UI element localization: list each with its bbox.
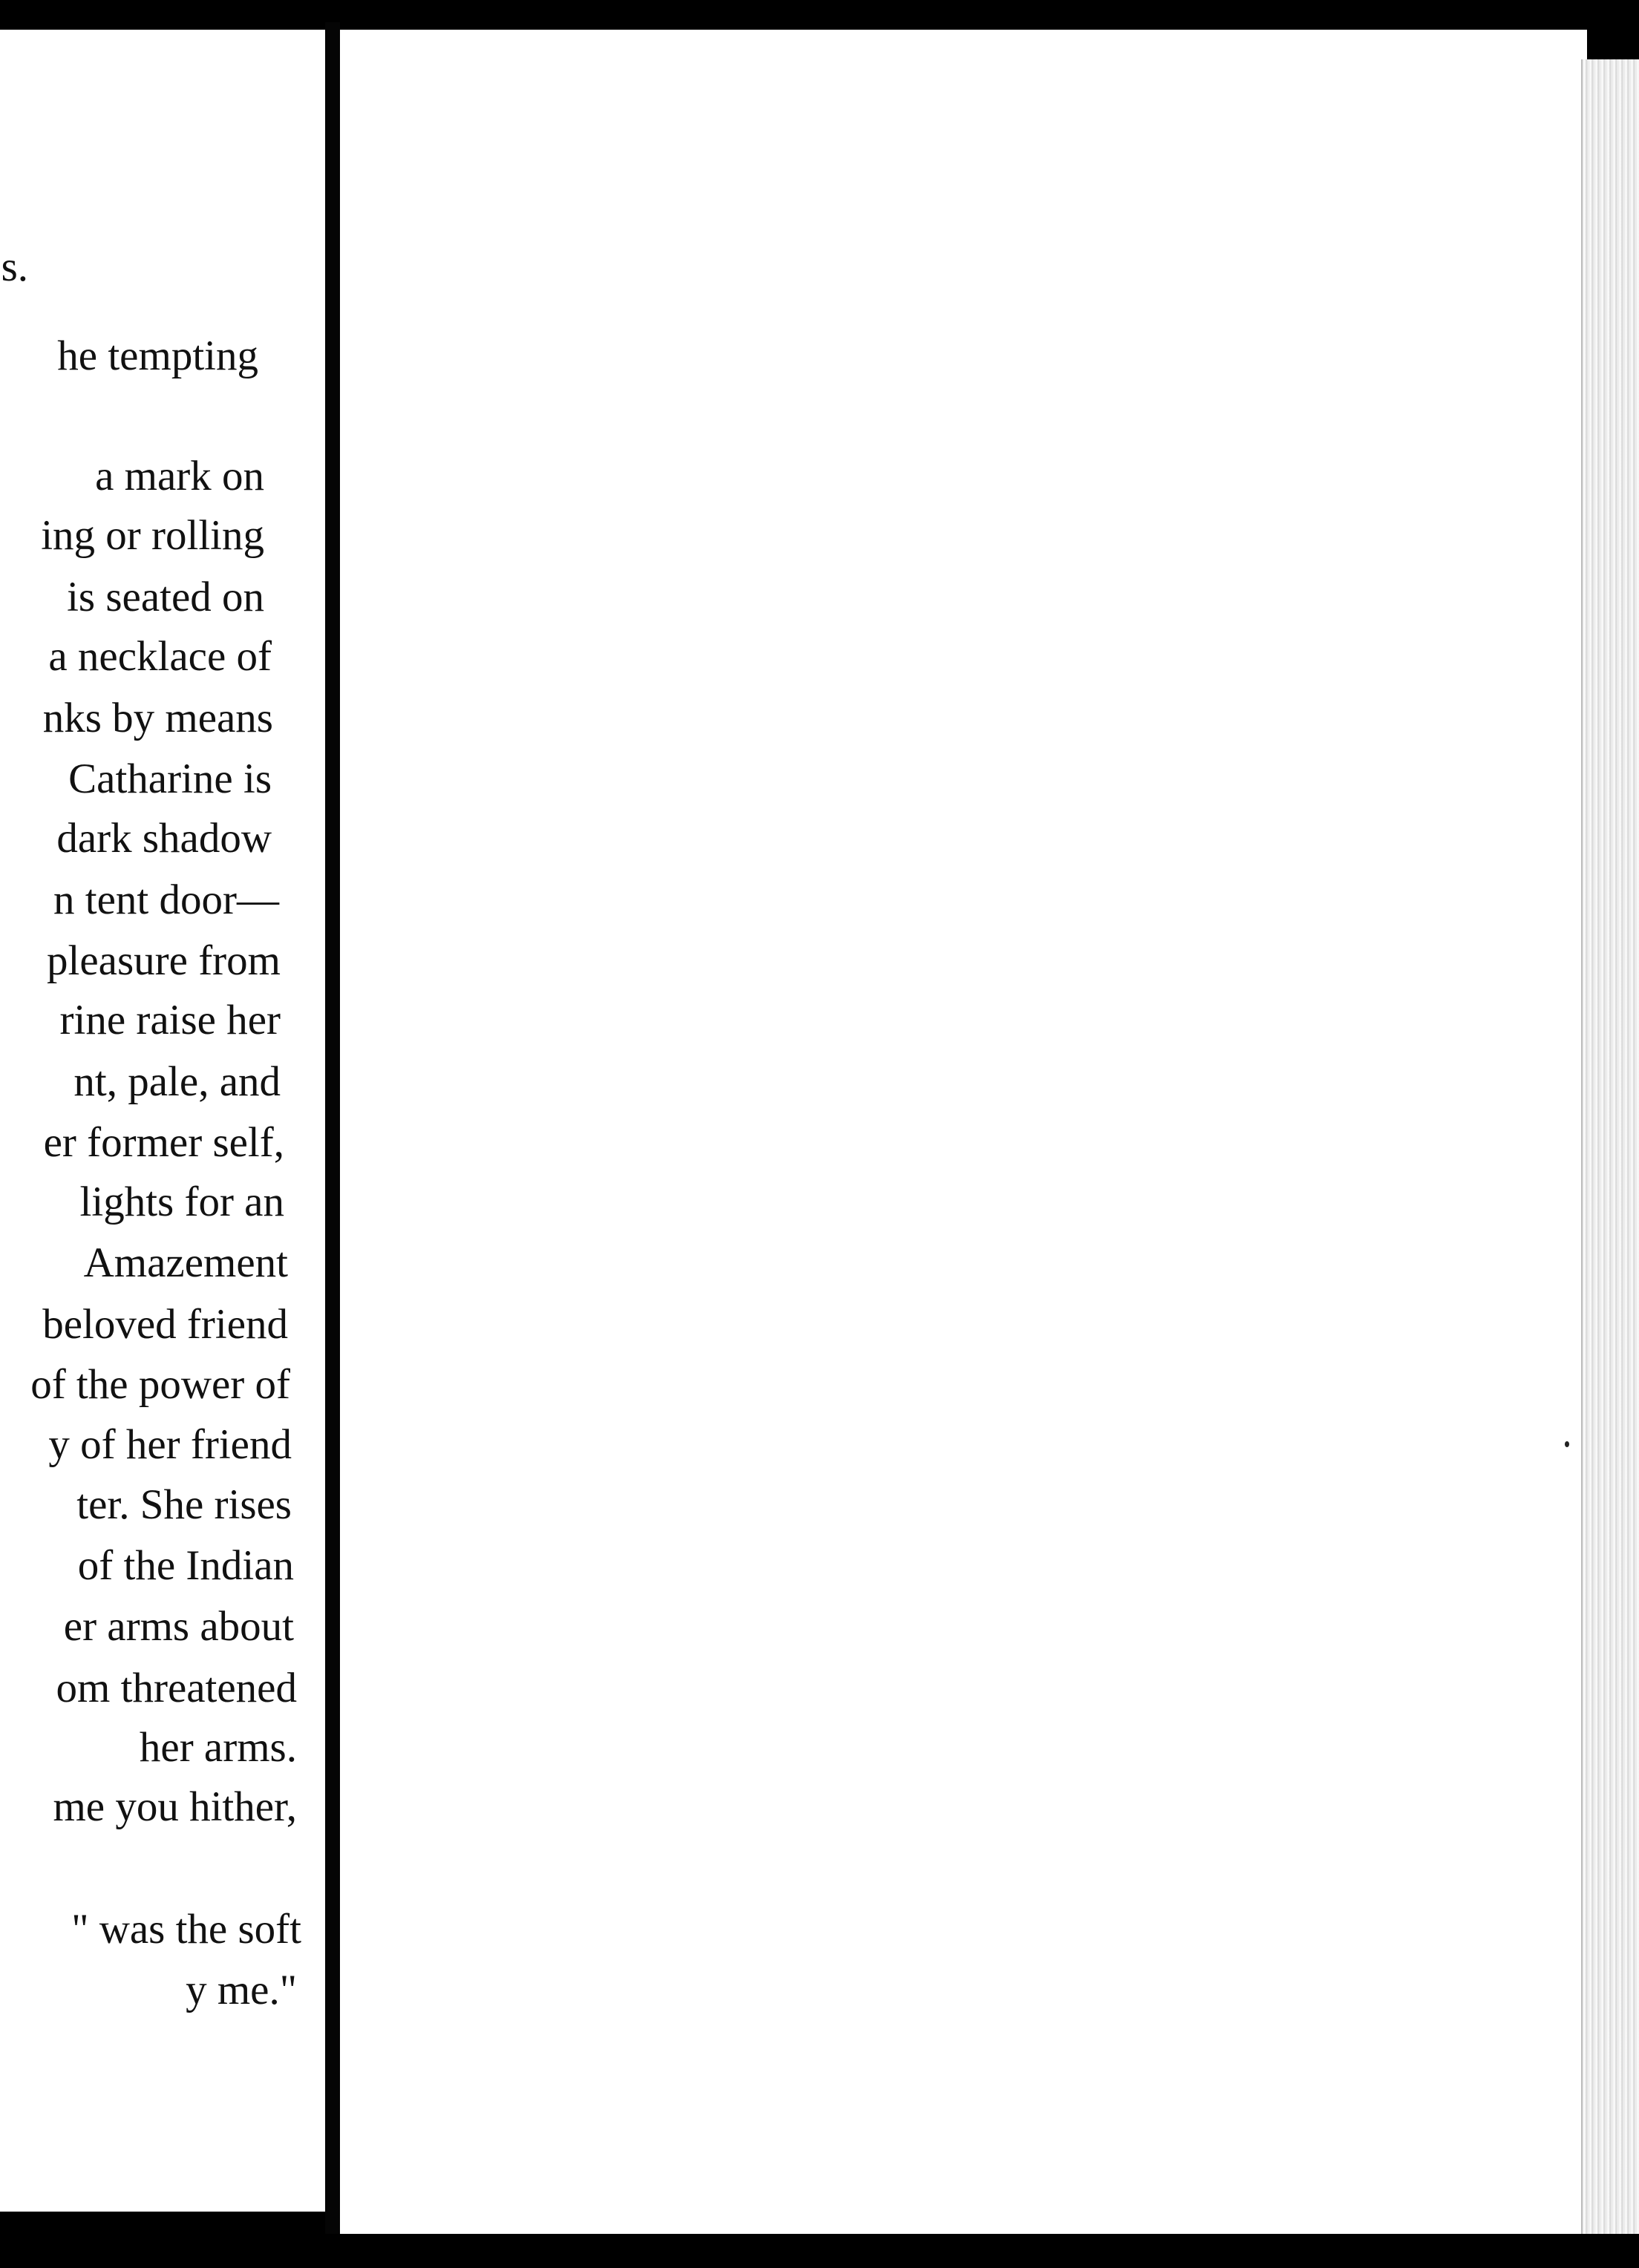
text-line: a necklace of	[48, 633, 272, 680]
text-line: nt, pale, and	[73, 1058, 281, 1105]
text-line: ing or rolling	[41, 512, 264, 559]
text-line: Catharine is	[68, 756, 272, 802]
scan-border-bottom	[0, 2234, 1639, 2268]
ink-speck	[1565, 1441, 1569, 1447]
page-fore-edge	[1581, 59, 1639, 2234]
text-line: her arms.	[139, 1724, 297, 1771]
text-line: Amazement	[83, 1239, 288, 1286]
text-line: n tent door—	[53, 876, 279, 923]
text-line: pleasure from	[47, 937, 281, 984]
text-line: beloved friend	[42, 1301, 288, 1348]
text-line: " was the soft	[71, 1906, 301, 1953]
text-line: y of her friend	[48, 1421, 292, 1468]
text-line: y me."	[186, 1967, 297, 2013]
text-line: of the Indian	[77, 1542, 294, 1589]
text-line: is seated on	[67, 574, 264, 620]
text-line: dark shadow	[56, 815, 272, 862]
scan-border-top	[340, 0, 1639, 30]
text-line: me you hither,	[53, 1783, 297, 1830]
book-gutter	[325, 22, 340, 2241]
left-page	[0, 30, 325, 2212]
text-line: rine raise her	[59, 997, 281, 1043]
text-line: lights for an	[79, 1179, 284, 1225]
heading-fragment: s.	[1, 243, 28, 290]
text-line: of the power of	[30, 1361, 290, 1408]
text-line: om threatened	[56, 1665, 297, 1711]
text-line: er former self,	[43, 1119, 284, 1166]
text-line: er arms about	[63, 1603, 294, 1650]
text-line: a mark on	[95, 453, 264, 499]
right-page-blank	[340, 30, 1587, 2234]
text-line: nks by means	[42, 695, 273, 741]
text-line: ter. She rises	[76, 1481, 292, 1528]
text-line: he tempting	[57, 332, 258, 379]
